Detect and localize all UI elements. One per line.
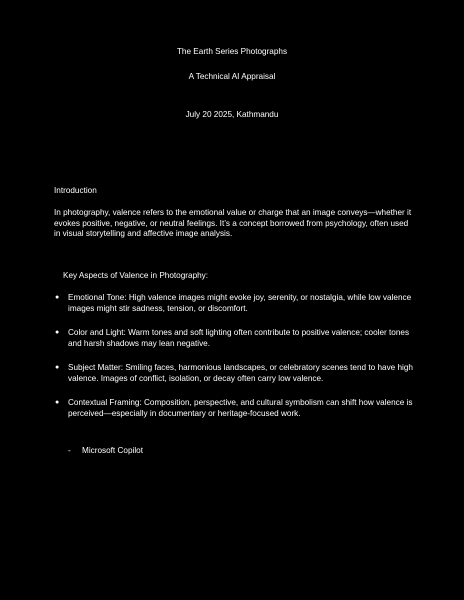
aspect-item-contextual-framing <box>55 398 420 419</box>
document-subtitle: A Technical AI Appraisal <box>188 72 276 81</box>
aspect-item-text: Contextual Framing: Composition, perspective, and cultural symbolism can shift how valence is perceived—especially in documentary or heritage-focused work. <box>68 398 413 418</box>
aspect-item-text: Color and Light: Warm tones and soft lighting often contribute to positive valence; cooler tones and harsh shadows may lean negative. <box>68 328 410 348</box>
document-title: The Earth Series Photographs <box>176 47 288 56</box>
aspect-item-color-light <box>55 328 420 349</box>
bullet-icon: ● <box>55 329 60 336</box>
intro-heading: Introduction <box>54 186 97 195</box>
bullet-icon: ● <box>55 399 60 406</box>
aspect-item-text: Subject Matter: Smiling faces, harmonious landscapes, or celebratory scenes tend to have high valence. Images of conflict, isolation, or decay often carry low valence. <box>68 363 413 383</box>
document-dateline: July 20 2025, Kathmandu <box>185 110 279 119</box>
signature-name: Microsoft Copilot <box>82 446 143 455</box>
intro-paragraph: In photography, valence refers to the emotional value or charge that an image conveys—whether it evokes positive, negative, or neutral feelings. It’s a concept borrowed from psychology, often used in visual storytelling and affective image analysis. <box>54 208 412 238</box>
aspect-item-subject-matter <box>55 363 420 384</box>
aspect-item-emotional-tone <box>55 293 420 314</box>
signature-dash: - <box>68 446 71 455</box>
bullet-icon: ● <box>55 364 60 371</box>
aspects-list <box>55 293 420 419</box>
aspects-heading: Key Aspects of Valence in Photography: <box>63 271 209 280</box>
aspect-item-text: Emotional Tone: High valence images might evoke joy, serenity, or nostalgia, while low valence images might stir sadness, tension, or discomfort. <box>68 293 412 313</box>
bullet-icon: ● <box>55 294 60 301</box>
